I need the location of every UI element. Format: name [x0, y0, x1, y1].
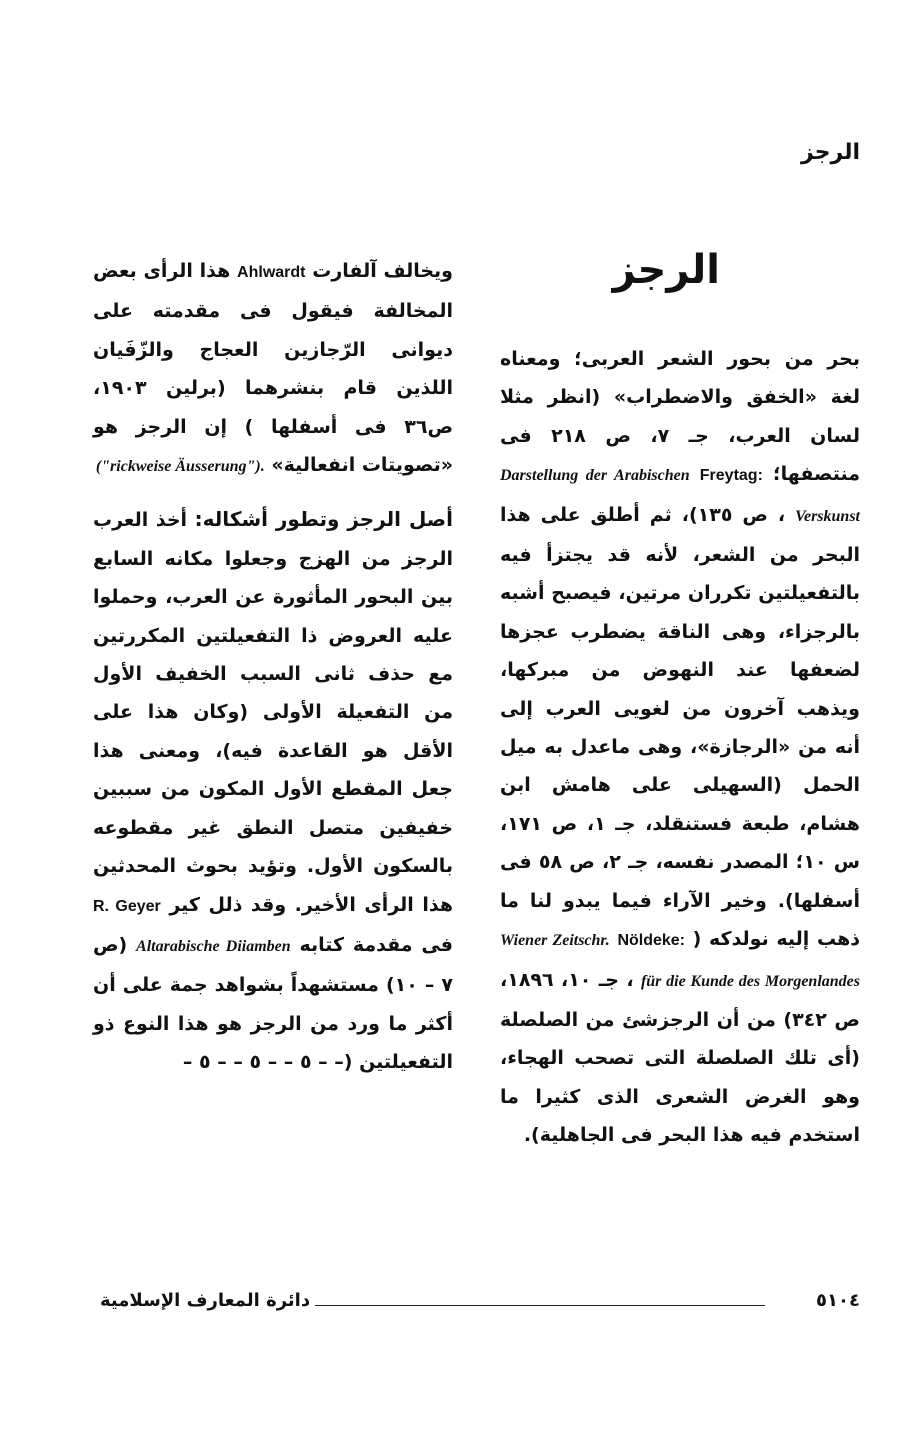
noldeke-work-title: Wiener Zeitschr. für die Kunde des Morgenlandes [500, 932, 860, 990]
page-footer [100, 1290, 860, 1320]
paragraph-text: ويخالف آلفارت [305, 260, 453, 282]
paragraph-text: هذا الرأى بعض المخالفة فيقول فى مقدمته على ديوانى الرّجازين العجاج والزّفَيان اللذين قام بنشرهما (برلين ١٩٠٣، ص٣٦ فى أسفلها ) إن الرجز هو «تصويتات انفعالية» [93, 260, 453, 477]
footer-rule [315, 1305, 765, 1306]
paragraph-ahlwardt [93, 252, 453, 486]
article-title: الرجز [612, 247, 720, 293]
right-column [500, 245, 860, 1155]
noldeke-label: Nöldeke: [617, 932, 686, 950]
paragraph-text: بحر من بحور الشعر العربى؛ ومعناه لغة «الخفق والاضطراب» (انظر مثلا لسان العرب، جـ ٧، ص ٢١٨ فى منتصفها؛ [500, 348, 861, 486]
publication-name: دائرة المعارف الإسلامية [100, 1290, 311, 1311]
geyer-name: R. Geyer [93, 897, 161, 915]
paragraph-text: أخذ العرب الرجز من الهزج وجعلوا مكانه السابع بين البحور المأثورة عن العرب، وحملوا عليه العروض ذا التفعيلتين المكررتين مع حذف ثانى السبب الخفيف الأول من التفعيلة الأولى (وكان هذا على الأقل هو القاعدة فيه)، ومعنى هذا جعل المقطع الأول المكون من سببين خفيفين متصل النطق غير مقطوعه بالسكون الأول. وتؤيد بحوث المحدثين هذا الرأى الأخير. وقد ذلل كير [93, 509, 454, 916]
paragraph-etymology [500, 340, 860, 1155]
freytag-work-title: Darstellung der Arabischen Verskunst [500, 467, 860, 525]
paragraph-origin [93, 500, 453, 1081]
left-column [93, 252, 453, 1082]
ahlwardt-name: Ahlwardt [237, 264, 306, 281]
paragraph-text: (ص ٧ – ١٠) مستشهداً بشواهد جمة على أن أكثر ما ورد من الرجز هو هذا النوع ذو التفعيلتين (– – ٥ – – ٥ – – ٥ – [93, 933, 453, 1074]
paragraph-text: ، جـ ١٠، ١٨٩٦، ص ٣٤٢) من أن الرجزشئ من الصلصلة (أى تلك الصلصلة التى تصحب الهجاء، وهو الغرض الشعرى الذى كثيرا ما استخدم فيه هذا البحر فى الجاهلية). [500, 968, 860, 1147]
page-number: ٥١٠٤ [816, 1290, 860, 1311]
geyer-work-title: Altarabische Diiamben [136, 937, 291, 955]
german-quote: ("rickweise Äusserung"). [95, 458, 265, 476]
running-head: الرجز [800, 140, 860, 165]
section-heading: أصل الرجز وتطور أشكاله: [194, 507, 453, 532]
paragraph-text: فى مقدمة كتابه [290, 933, 453, 956]
freytag-label: Freytag: [699, 467, 763, 485]
paragraph-text: ، ص ١٣٥)، ثم أطلق على هذا البحر من الشعر، لأنه قد يجتزأ فيه بالتفعيلتين تكرران مرتين، فيصبح أشبه بالرجزاء، وهى الناقة يضطرب عجزها لضعفها عند النهوض من مبركها، ويذهب آخرون من لغويى العرب إلى أنه من «الرجازة»، وهى ماعدل به ميل الحمل (السهيلى على هامش ابن هشام، طبعة فستنقلد، جـ ١، ص ١٧١، س ١٠؛ المصدر نفسه، جـ ٢، ص ٥٨ فى أسفلها). وخير الآراء فيما يبدو لنا ما ذهب إليه نولدكه ( [500, 503, 860, 951]
